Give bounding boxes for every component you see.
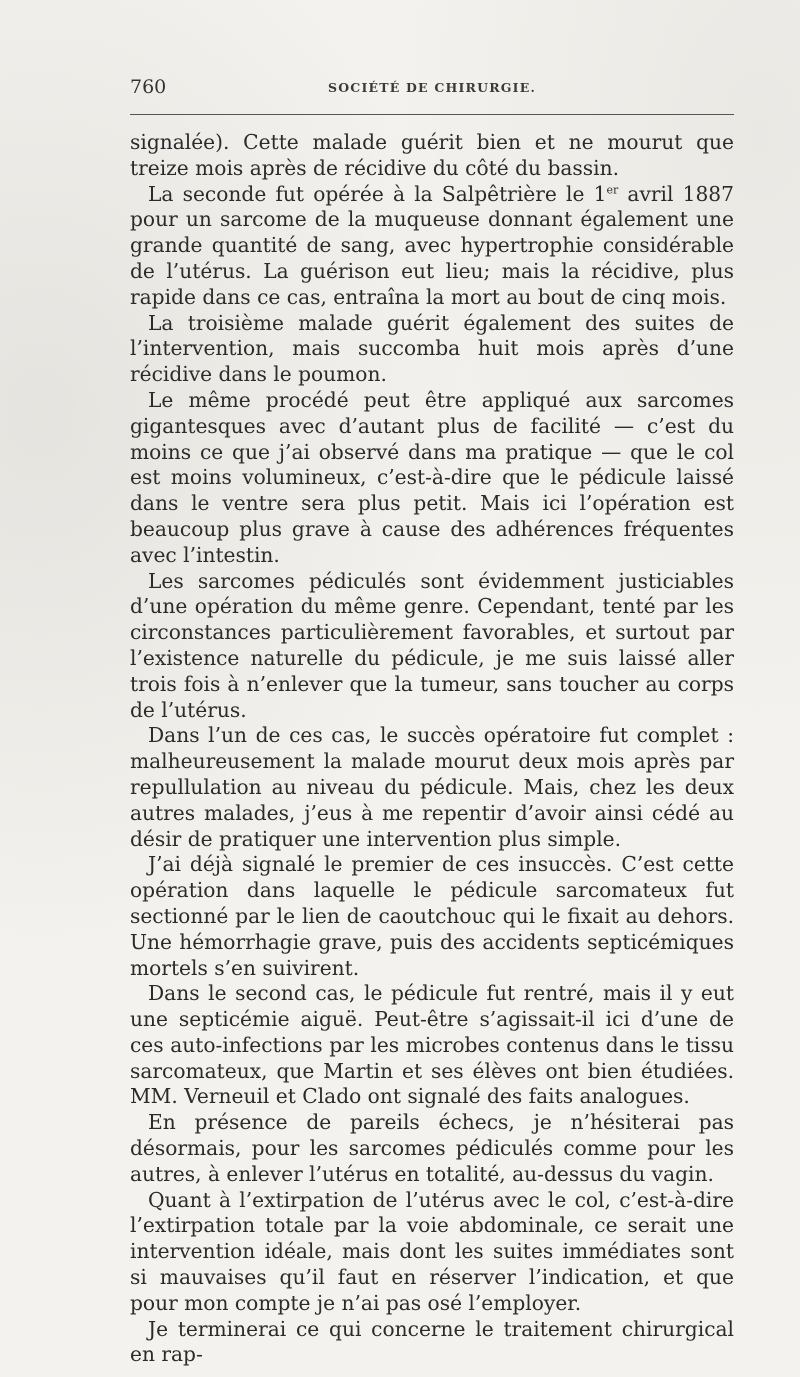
paragraph-9: En présence de pareils échecs, je n’hésiterai pas désormais, pour les sarcomes pédiculés comme pour les autres, à enlever l’utérus en totalité, au-dessus du vagin. (130, 1110, 734, 1186)
paragraph-3: La troisième malade guérit également des suites de l’intervention, mais succomba huit mois après d’une récidive dans le poumon. (130, 310, 734, 387)
running-title: SOCIÉTÉ DE CHIRURGIE. (327, 80, 537, 95)
paragraph-11: Je terminerai ce qui concerne le traitement chirurgical en rap- (130, 1316, 734, 1367)
paragraph-2-rest: avril 1887 pour un sarcome de la muqueuse donnant également une grande quantité de sang, avec hypertrophie considérable de l’utérus. La guérison eut lieu; mais la récidive, plus rapide dans ce cas, entraîna la mort au bout de cinq mois. (130, 181, 734, 309)
header-rule (130, 114, 734, 115)
paragraph-10: Quant à l’extirpation de l’utérus avec le col, c’est-à-dire l’extirpation totale par la voie abdominale, ce serait une intervention idéale, mais dont les suites immédiates sont si mauvaises qu’il faut en réserver l’indication, et que pour mon compte je n’ai pas osé l’employer. (130, 1187, 734, 1315)
paragraph-2 (130, 182, 734, 311)
paragraph-2-start: La seconde fut opérée à la Salpêtrière le 1 (148, 181, 607, 206)
page-number: 760 (130, 76, 167, 98)
paragraph-8: Dans le second cas, le pédicule fut rentré, mais il y eut une septicémie aiguë. Peut-être s’agissait-il ici d’une de ces auto-infections par les microbes contenus dans le tissu sarcomateux, que Martin et ses élèves ont bien étudiées. MM. Verneuil et Clado ont signalé des faits analogues. (130, 981, 734, 1109)
paragraph-1: signalée). Cette malade guérit bien et ne mourut que treize mois après de récidive du côté du bassin. (130, 130, 734, 180)
paragraph-5: Les sarcomes pédiculés sont évidemment justiciables d’une opération du même genre. Cependant, tenté par les circonstances particulièrement favorables, et surtout par l’existence naturelle du pédicule, je me suis laissé aller trois fois à n’enlever que la tumeur, sans toucher au corps de l’utérus. (130, 568, 734, 722)
ordinal-superscript: er (606, 182, 619, 196)
body-text (130, 130, 734, 1368)
paragraph-4: Le même procédé peut être appliqué aux sarcomes gigantesques avec d’autant plus de facilité — c’est du moins ce que j’ai observé dans ma pratique — que le col est moins volumineux, c’est-à-dire que le pédicule laissé dans le ventre sera plus petit. Mais ici l’opération est beaucoup plus grave à cause des adhérences fréquentes avec l’intestin. (130, 387, 734, 567)
page-header (130, 76, 734, 106)
paragraph-6: Dans l’un de ces cas, le succès opératoire fut complet : malheureusement la malade mourut deux mois après par repullulation au niveau du pédicule. Mais, chez les deux autres malades, j’eus à me repentir d’avoir ainsi cédé au désir de pratiquer une intervention plus simple. (130, 723, 734, 851)
paragraph-7: J’ai déjà signalé le premier de ces insuccès. C’est cette opération dans laquelle le pédicule sarcomateux fut sectionné par le lien de caoutchouc qui le fixait au dehors. Une hémorrhagie grave, puis des accidents septicémiques mortels s’en suivirent. (130, 852, 734, 980)
